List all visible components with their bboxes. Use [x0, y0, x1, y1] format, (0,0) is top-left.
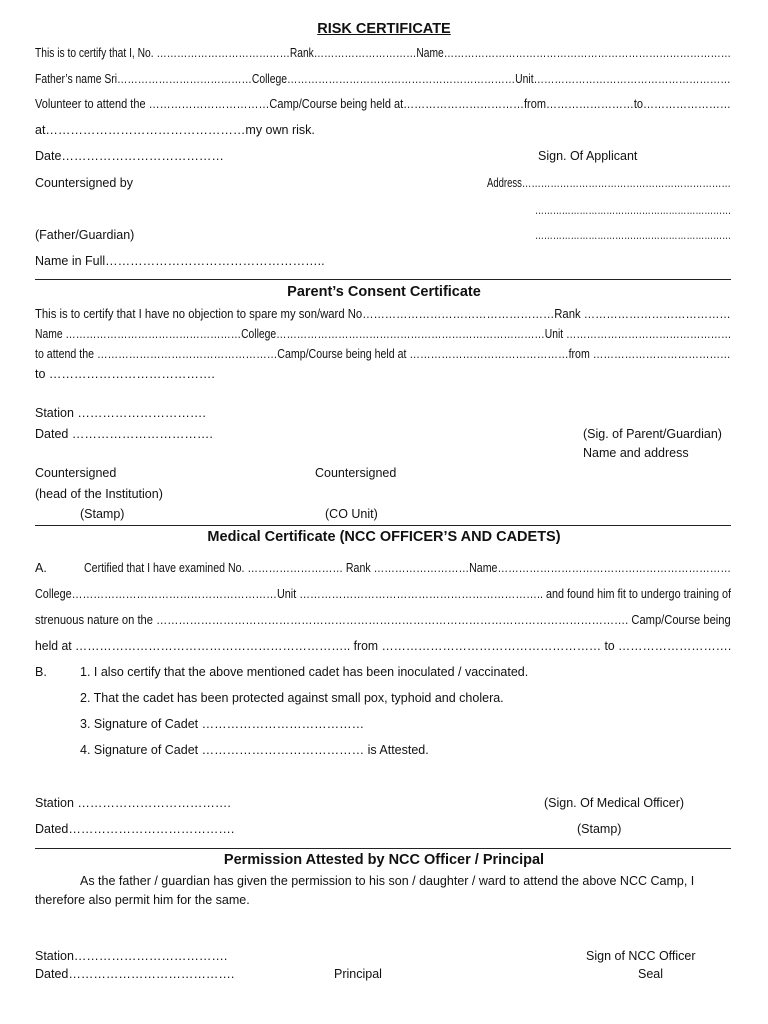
medical-a-line-1: Certified that I have examined No. ……………………… Rank ………………………Name………………………………………………………… — [84, 561, 731, 575]
medical-a-line-2: College…………………………………………………Unit ………………………………………………………….. and found him fit to undergo training of — [35, 587, 732, 601]
risk-certificate-title: RISK CERTIFICATE — [317, 21, 451, 37]
risk-countersigned-by: Countersigned by — [35, 176, 133, 190]
risk-line-2: Father’s name Sri…………………………………College…………………………………………………………Unit………………………………………………… — [35, 72, 731, 86]
consent-head-institution: (head of the Institution) — [35, 487, 163, 501]
risk-line-4: at…………………………………………my own risk. — [35, 123, 315, 137]
permission-para-line-1: As the father / guardian has given the permission to his son / daughter / ward to attend the above NCC Camp, I — [80, 874, 695, 888]
risk-address: Address………………………………………………………… — [487, 176, 731, 190]
medical-b-label: B. — [35, 665, 47, 679]
risk-address-line-3: ………………………………………………………… — [535, 228, 731, 242]
medical-b-item-1: 1. I also certify that the above mentioned cadet has been inoculated / vaccinated. — [80, 665, 529, 679]
risk-date: Date………………………………… — [35, 149, 224, 163]
risk-address-line-2: ………………………………………………………… — [535, 203, 731, 217]
permission-dated: Dated…………………………………. — [35, 967, 235, 981]
consent-line-4: to …………………………………. — [35, 367, 215, 381]
permission-title: Permission Attested by NCC Officer / Principal — [223, 852, 545, 868]
risk-sign-applicant: Sign. Of Applicant — [538, 149, 638, 163]
consent-line-1: This is to certify that I have no objection to spare my son/ward No……………………………………………Rank ………………………………… — [35, 307, 731, 321]
permission-principal: Principal — [334, 967, 382, 981]
risk-father-guardian: (Father/Guardian) — [35, 228, 135, 242]
medical-station: Station ………………………………. — [35, 796, 231, 810]
consent-dated: Dated ……………………………. — [35, 427, 213, 441]
section-divider — [35, 525, 731, 526]
medical-sign-officer: (Sign. Of Medical Officer) — [544, 796, 685, 810]
consent-line-3: to attend the ……………………………………………Camp/Course being held at ………………………………………from ………………………………… — [35, 347, 731, 361]
medical-a-line-3: strenuous nature on the ………………………………………………………………………………………………………………. Camp/Course being — [35, 613, 731, 627]
section-divider — [35, 279, 731, 280]
consent-sig-parent: (Sig. of Parent/Guardian) — [583, 427, 722, 441]
permission-station: Station………………………………. — [35, 949, 228, 963]
section-divider — [35, 848, 731, 849]
consent-station: Station …………………………. — [35, 406, 206, 420]
consent-stamp: (Stamp) — [80, 507, 125, 521]
medical-b-item-2: 2. That the cadet has been protected against small pox, typhoid and cholera. — [80, 691, 504, 705]
risk-line-1: This is to certify that I, No. …………………………………Rank…………………………Name………………………………………………………………………… — [35, 46, 732, 60]
medical-b-item-3: 3. Signature of Cadet ………………………………… — [80, 717, 365, 731]
consent-countersigned-right: Countersigned — [315, 466, 397, 480]
consent-title: Parent’s Consent Certificate — [287, 284, 481, 300]
permission-para-line-2: therefore also permit him for the same. — [35, 893, 250, 907]
consent-countersigned-left: Countersigned — [35, 466, 117, 480]
medical-b-item-4: 4. Signature of Cadet ………………………………… is Attested. — [80, 743, 429, 757]
medical-title: Medical Certificate (NCC OFFICER’S AND CADETS) — [207, 529, 561, 545]
medical-stamp: (Stamp) — [577, 822, 622, 836]
consent-name-address: Name and address — [583, 446, 689, 460]
permission-sign-ncc: Sign of NCC Officer — [586, 949, 696, 963]
medical-a-line-4: held at ………………………………………………………….. from ……………………………………………… to ………………………. — [35, 639, 732, 653]
consent-line-2: Name ……………………………………………College……………………………………………………………………Unit ………………………………………… — [35, 327, 732, 341]
permission-seal: Seal — [638, 967, 664, 981]
medical-a-label: A. — [35, 561, 47, 575]
risk-name-in-full: Name in Full…………………………………………….. — [35, 254, 325, 268]
consent-co-unit: (CO Unit) — [325, 507, 378, 521]
risk-line-3: Volunteer to attend the ……………………………Camp/Course being held at……………………………from……………………to…………………… — [35, 97, 731, 111]
medical-dated: Dated…………………………………. — [35, 822, 235, 836]
